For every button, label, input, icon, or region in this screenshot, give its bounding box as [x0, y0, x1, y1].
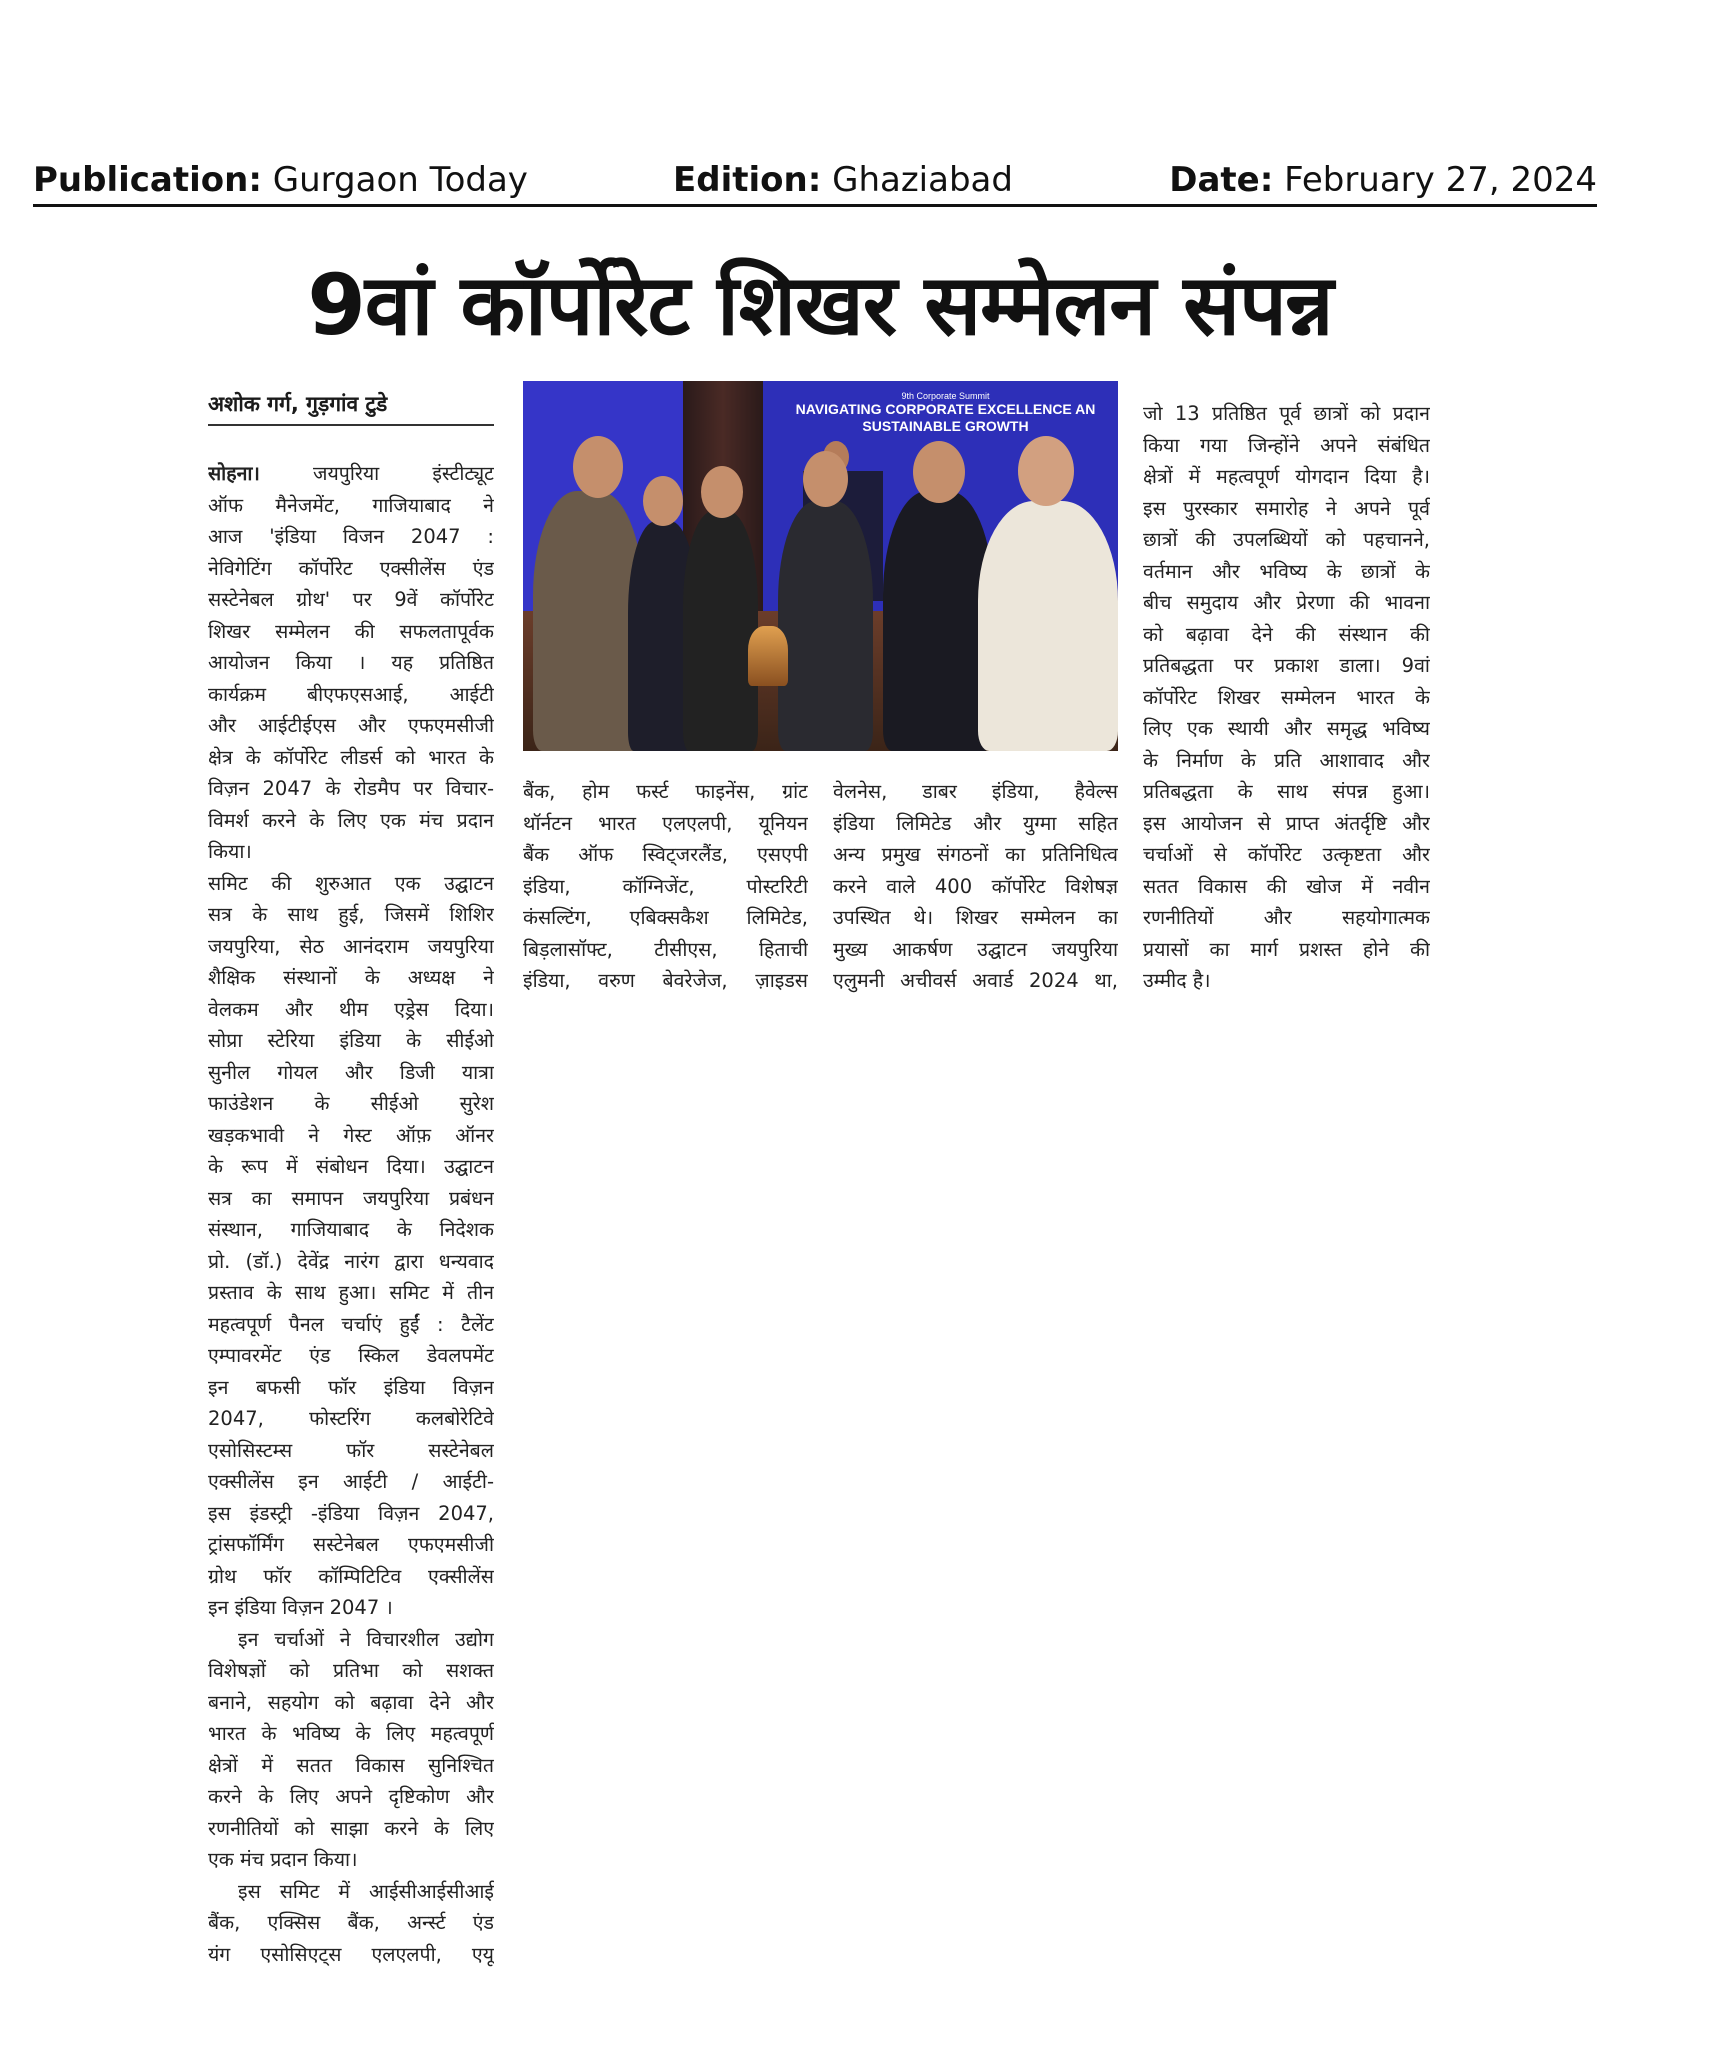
- text-line: यंग एसोसिएट्स एलएलपी, एयू: [208, 1942, 494, 1966]
- text-line: सुनील गोयल और डिजी यात्रा: [208, 1060, 494, 1084]
- text-line: ऑफ मैनेजमेंट, गाजियाबाद ने: [208, 493, 494, 517]
- person: [883, 491, 993, 751]
- banner-line-1: NAVIGATING CORPORATE EXCELLENCE AN: [795, 401, 1096, 417]
- person: [778, 501, 873, 751]
- text-line: सतत विकास की खोज में नवीन: [1143, 874, 1430, 898]
- text-line: महत्वपूर्ण पैनल चर्चाएं हुईं : टैलेंट: [208, 1312, 494, 1336]
- paragraph: [833, 776, 1118, 997]
- text-line: के निर्माण के प्रति आशावाद और: [1143, 748, 1430, 772]
- text-line: क्षेत्र के कॉर्पोरेट लीडर्स को भारत के: [208, 745, 494, 769]
- text-line: ग्रोथ फॉर कॉम्पिटिटिव एक्सीलेंस: [208, 1564, 494, 1588]
- text-line: कंसल्टिंग, एबिक्सकैश लिमिटेड,: [523, 906, 808, 929]
- text-line: रणनीतियों को साझा करने के लिए: [208, 1816, 494, 1840]
- paragraph: [208, 1624, 494, 1876]
- text-line: लिए एक स्थायी और समृद्ध भविष्य: [1143, 717, 1430, 740]
- text-line: ट्रांसफॉर्मिंग सस्टेनेबल एफएमसीजी: [208, 1533, 494, 1556]
- person-head: [1018, 436, 1074, 506]
- article-column-3: [833, 776, 1118, 997]
- text-line: उम्मीद है।: [1143, 969, 1211, 992]
- text-line-content: जयपुरिया इंस्टीट्यूट: [259, 462, 494, 485]
- text-line: शैक्षिक संस्थानों के अध्यक्ष ने: [208, 966, 494, 989]
- text-line: को बढ़ावा देने की संस्थान की: [1143, 622, 1430, 646]
- paragraph: [523, 776, 808, 997]
- text-line: इंडिया, कॉग्निजेंट, पोस्टरिटी: [523, 874, 808, 898]
- text-line: 2047, फोस्टरिंग कलबोरेटिवे: [208, 1407, 494, 1430]
- edition-label: Edition:: [673, 160, 822, 200]
- text-line: प्रयासों का मार्ग प्रशस्त होने की: [1143, 937, 1430, 961]
- person-head: [701, 466, 743, 518]
- text-line: उपस्थित थे। शिखर सम्मेलन का: [833, 906, 1118, 929]
- publication-field: [33, 160, 528, 200]
- text-line: इस आयोजन से प्राप्त अंतर्दृष्टि और: [1143, 811, 1430, 835]
- text-line: संस्थान, गाजियाबाद के निदेशक: [208, 1218, 494, 1241]
- text-line: इन चर्चाओं ने विचारशील उद्योग: [238, 1627, 494, 1651]
- text-line: क्षेत्रों में सतत विकास सुनिश्चित: [208, 1753, 494, 1777]
- text-line: अन्य प्रमुख संगठनों का प्रतिनिधित्व: [833, 843, 1118, 866]
- text-line: के रूप में संबोधन दिया। उद्घाटन: [208, 1155, 494, 1178]
- text-line: सोप्रा स्टेरिया इंडिया के सीईओ: [208, 1029, 494, 1052]
- clipping-header: [33, 160, 1597, 207]
- text-line: वेलकम और थीम एड्रेस दिया।: [208, 997, 494, 1021]
- text-line: शिखर सम्मेलन की सफलतापूर्वक: [208, 619, 494, 643]
- text-line: विशेषज्ञों को प्रतिभा को सशक्त: [208, 1659, 494, 1682]
- text-line: नेविगेटिंग कॉर्पोरेट एक्सीलेंस एंड: [208, 556, 494, 580]
- edition-value: Ghaziabad: [832, 160, 1013, 200]
- text-line: बैंक, होम फर्स्ट फाइनेंस, ग्रांट: [523, 780, 808, 803]
- text-line: इस पुरस्कार समारोह ने अपने पूर्व: [1143, 496, 1430, 520]
- text-line: इंडिया, वरुण बेवरेजेज, ज़ाइडस: [523, 969, 808, 992]
- text-line: सत्र का समापन जयपुरिया प्रबंधन: [208, 1186, 494, 1210]
- text-line: सत्र के साथ हुई, जिसमें शिशिर: [208, 903, 494, 926]
- publication-value: Gurgaon Today: [272, 160, 528, 200]
- text-line: एम्पावरमेंट एंड स्किल डेवलपमेंट: [208, 1344, 494, 1367]
- article-column-1: [208, 458, 494, 1970]
- text-line: चर्चाओं से कॉर्पोरेट उत्कृष्टता और: [1143, 843, 1430, 866]
- text-line: इन बफसी फॉर इंडिया विज़न: [208, 1375, 494, 1399]
- text-line: जो 13 प्रतिष्ठित पूर्व छात्रों को प्रदान: [1143, 402, 1430, 425]
- text-line: और आईटीईएस और एफएमसीजी: [208, 714, 494, 737]
- text-line: आयोजन किया । यह प्रतिष्ठित: [208, 651, 494, 674]
- text-line: रणनीतियों और सहयोगात्मक: [1143, 906, 1430, 929]
- text-line: फाउंडेशन के सीईओ सुरेश: [208, 1092, 494, 1115]
- text-line: वर्तमान और भविष्य के छात्रों के: [1143, 559, 1430, 583]
- text-line: किया।: [208, 840, 252, 863]
- person: [683, 511, 758, 751]
- event-photo: [523, 381, 1118, 751]
- article-column-2: [523, 776, 808, 997]
- text-line: किया गया जिन्होंने अपने संबंधित: [1143, 433, 1430, 457]
- edition-field: [673, 160, 1013, 200]
- banner-line-2: SUSTAINABLE GROWTH: [862, 418, 1029, 434]
- person-head: [573, 436, 623, 498]
- text-line: एलुमनी अचीवर्स अवार्ड 2024 था,: [833, 969, 1118, 992]
- text-line: प्रो. (डॉ.) देवेंद्र नारंग द्वारा धन्यवाद: [208, 1249, 494, 1273]
- text-line: छात्रों की उपलब्धियों को पहचानने,: [1143, 528, 1430, 551]
- text-line: एक्सीलेंस इन आईटी / आईटी-: [208, 1470, 494, 1493]
- text-line: [208, 458, 494, 490]
- ceremonial-lamp: [748, 626, 788, 686]
- date-label: Date:: [1169, 160, 1274, 200]
- text-line: करने के लिए अपने दृष्टिकोण और: [208, 1785, 494, 1808]
- text-line: इन इंडिया विज़न 2047 ।: [208, 1596, 393, 1619]
- text-line: बीच समुदाय और प्रेरणा की भावना: [1143, 591, 1430, 614]
- text-line: खड़कभावी ने गेस्ट ऑफ़ ऑनर: [208, 1123, 494, 1147]
- dateline: सोहना।: [208, 462, 260, 485]
- article-byline: अशोक गर्ग, गुड़गांव टुडे: [208, 390, 494, 426]
- text-line: एसोसिस्टम्स फॉर सस्टेनेबल: [208, 1438, 494, 1462]
- text-line: सस्टेनेबल ग्रोथ' पर 9वें कॉर्पोरेट: [208, 588, 494, 611]
- text-line: बैंक, एक्सिस बैंक, अर्न्स्ट एंड: [208, 1911, 494, 1934]
- person: [533, 491, 643, 751]
- person-head: [913, 441, 965, 503]
- text-line: कार्यक्रम बीएफएसआई, आईटी: [208, 682, 494, 706]
- text-line: इस इंडस्ट्री -इंडिया विज़न 2047,: [208, 1501, 494, 1525]
- paragraph: [208, 868, 494, 1624]
- text-line: इस समिट में आईसीआईसीआई: [238, 1879, 494, 1903]
- text-line: जयपुरिया, सेठ आनंदराम जयपुरिया: [208, 934, 494, 958]
- paragraph: [208, 1876, 494, 1971]
- text-line: बनाने, सहयोग को बढ़ावा देने और: [208, 1690, 494, 1714]
- text-line: आज 'इंडिया विजन 2047 :: [208, 525, 494, 548]
- text-line: वेलनेस, डाबर इंडिया, हैवेल्स: [833, 780, 1118, 803]
- paragraph: [1143, 398, 1430, 997]
- text-line: करने वाले 400 कॉर्पोरेट विशेषज्ञ: [833, 874, 1118, 898]
- text-line: विमर्श करने के लिए एक मंच प्रदान: [208, 808, 494, 832]
- paragraph: [208, 458, 494, 868]
- article-column-4: [1143, 398, 1430, 997]
- text-line: क्षेत्रों में महत्वपूर्ण योगदान दिया है।: [1143, 465, 1430, 488]
- article-headline: 9वां कॉर्पोरेट शिखर सम्मेलन संपन्न: [307, 256, 1333, 354]
- text-line: इंडिया लिमिटेड और युग्मा सहित: [833, 811, 1118, 835]
- banner-subtitle: 9th Corporate Summit: [901, 391, 990, 401]
- text-line: कॉर्पोरेट शिखर सम्मेलन भारत के: [1143, 685, 1430, 709]
- text-line: प्रस्ताव के साथ हुआ। समिट में तीन: [208, 1281, 494, 1304]
- person-head: [803, 451, 848, 507]
- text-line: बैंक ऑफ स्विट्जरलैंड, एसएपी: [523, 843, 808, 866]
- text-line: एक मंच प्रदान किया।: [208, 1848, 358, 1871]
- text-line: समिट की शुरुआत एक उद्घाटन: [208, 871, 494, 895]
- text-line: थॉर्नटन भारत एलएलपी, यूनियन: [523, 811, 808, 835]
- date-field: [1169, 160, 1597, 200]
- person: [978, 501, 1118, 751]
- summit-banner: [773, 391, 1118, 435]
- text-line: मुख्य आकर्षण उद्घाटन जयपुरिया: [833, 937, 1118, 961]
- date-value: February 27, 2024: [1284, 160, 1597, 200]
- text-line: बिड़लासॉफ्ट, टीसीएस, हिताची: [523, 937, 808, 961]
- text-line: भारत के भविष्य के लिए महत्वपूर्ण: [208, 1722, 494, 1745]
- text-line: विज़न 2047 के रोडमैप पर विचार-: [208, 777, 494, 800]
- person-head: [643, 476, 683, 526]
- text-line: प्रतिबद्धता के साथ संपन्न हुआ।: [1143, 780, 1430, 803]
- text-line: प्रतिबद्धता पर प्रकाश डाला। 9वां: [1143, 654, 1430, 677]
- publication-label: Publication:: [33, 160, 262, 200]
